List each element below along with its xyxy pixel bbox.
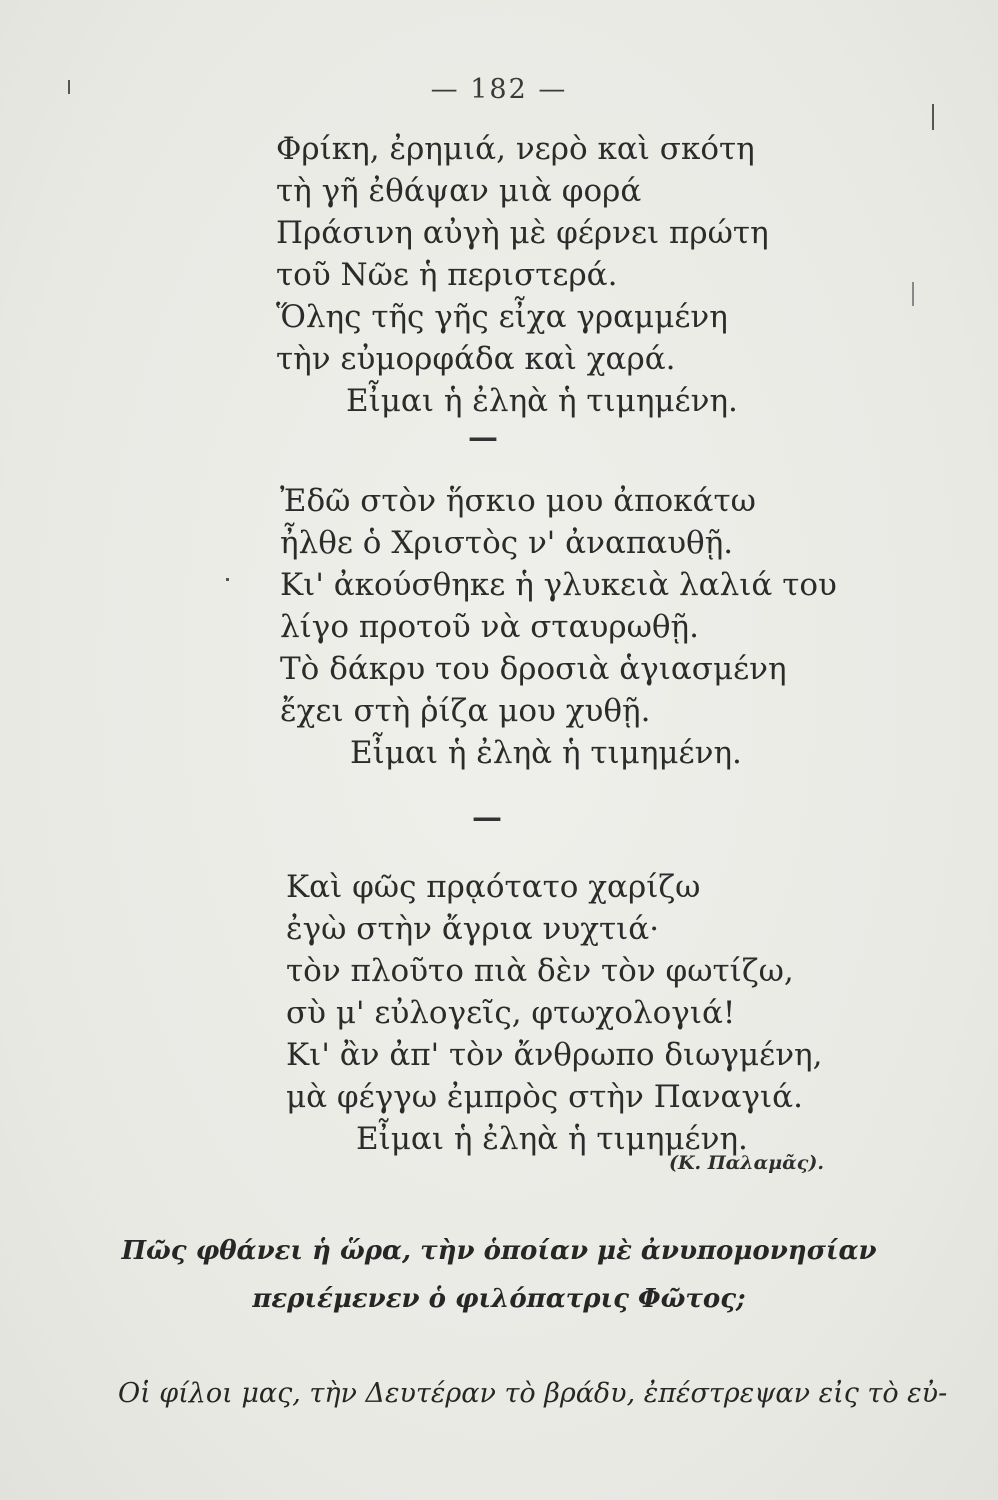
verse-line: Πράσινη αὐγὴ μὲ φέρνει πρώτη (276, 215, 769, 251)
stanza-separator: — (472, 800, 502, 835)
verse-line: λίγο προτοῦ νὰ σταυρωθῇ. (280, 609, 699, 645)
refrain-line: Εἶμαι ἡ ἐληὰ ἡ τιμημένη. (356, 1121, 748, 1157)
verse-line: ἐγὼ στὴν ἄγρια νυχτιά· (286, 911, 660, 947)
refrain-line: Εἶμαι ἡ ἐληὰ ἡ τιμημένη. (346, 383, 738, 419)
section-heading-line: Πῶς φθάνει ἡ ὥρα, τὴν ὁποίαν μὲ ἀνυπομονησίαν (121, 1236, 877, 1266)
continuation-text: Οἱ φίλοι μας, τὴν Δευτέραν τὸ βράδυ, ἐπέστρεψαν εἰς τὸ εὐ- (118, 1378, 948, 1409)
verse-line: ἦλθε ὁ Χριστὸς ν' ἀναπαυθῇ. (280, 525, 734, 561)
verse-line: τὴν εὐμορφάδα καὶ χαρά. (276, 341, 676, 377)
verse-line: Ὅλης τῆς γῆς εἶχα γραμμένη (276, 299, 728, 335)
verse-line: σὺ μ' εὐλογεῖς, φτωχολογιά! (286, 995, 736, 1031)
stanza-2 (280, 480, 837, 774)
verse-line: Καὶ φῶς πρᾳότατο χαρίζω (286, 869, 701, 905)
page-number: — 182 — (430, 74, 568, 105)
stanza-separator: — (468, 420, 498, 455)
refrain-line: Εἶμαι ἡ ἐληὰ ἡ τιμημένη. (350, 735, 742, 771)
verse-line: Ἐδῶ στὸν ἥσκιο μου ἀποκάτω (280, 483, 756, 519)
print-speck (68, 80, 70, 94)
section-heading-line: περιέμενεν ὁ φιλόπατρις Φῶτος; (252, 1284, 746, 1314)
print-speck (932, 104, 934, 130)
verse-line: Φρίκη, ἐρημιά, νερὸ καὶ σκότη (276, 131, 755, 167)
verse-line: τοῦ Νῶε ἡ περιστερά. (276, 257, 618, 293)
stanza-1 (276, 128, 769, 422)
print-speck (912, 282, 914, 306)
verse-line: μὰ φέγγω ἐμπρὸς στὴν Παναγιά. (286, 1079, 803, 1115)
verse-line: τὸν πλοῦτο πιὰ δὲν τὸν φωτίζω, (286, 953, 794, 989)
stanza-3 (286, 866, 822, 1160)
verse-line: ἔχει στὴ ῥίζα μου χυθῇ. (280, 693, 651, 729)
author-signature: (Κ. Παλαμᾶς). (669, 1152, 824, 1174)
verse-line: Κι' ἂν ἀπ' τὸν ἄνθρωπο διωγμένη, (286, 1037, 823, 1073)
verse-line: Τὸ δάκρυ του δροσιὰ ἁγιασμένη (280, 651, 787, 687)
verse-line: τὴ γῆ ἐθάψαν μιὰ φορά (276, 173, 642, 209)
verse-line: Κι' ἀκούσθηκε ἡ γλυκειὰ λαλιά του (280, 567, 837, 603)
print-speck (226, 578, 229, 581)
